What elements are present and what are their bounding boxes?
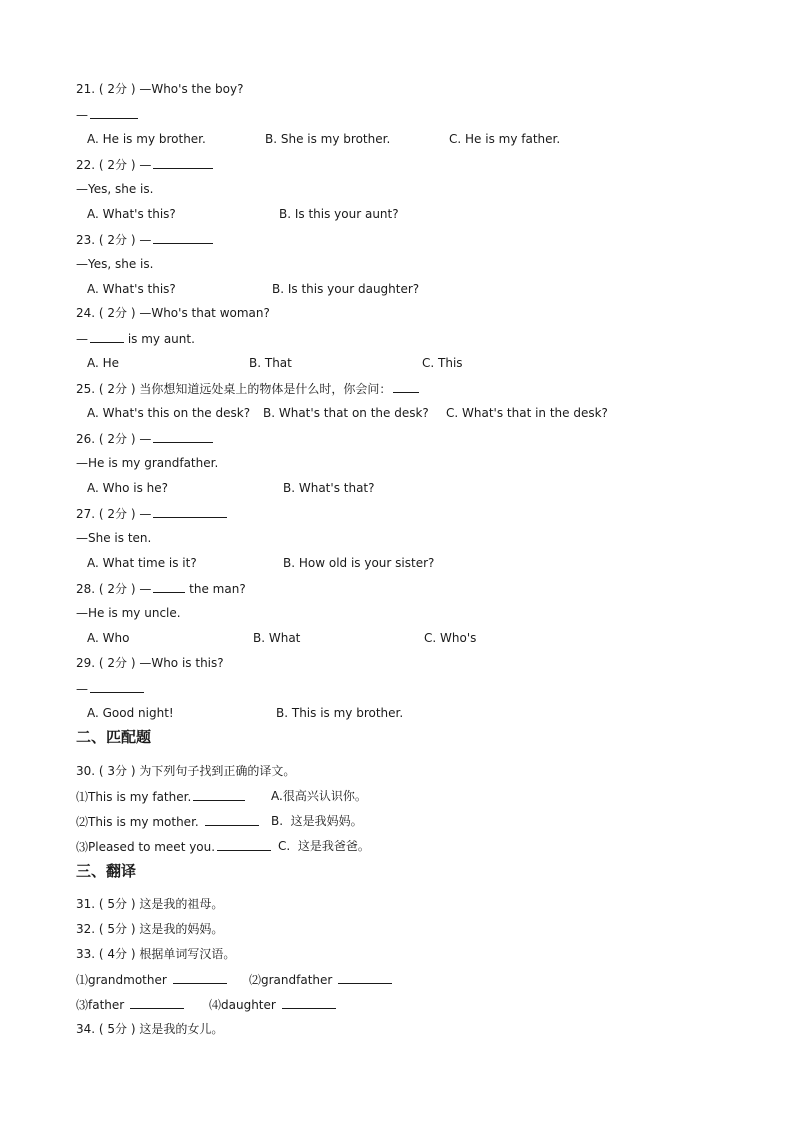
q30-row-2-blank[interactable] — [205, 813, 259, 826]
q28-answer-blank[interactable] — [153, 580, 185, 593]
q33-word-3-text: ⑶father — [76, 998, 129, 1012]
q30-stem: 30. ( 3分 ) 为下列句子找到正确的译文。 — [76, 764, 296, 778]
q30-row-3-english: ⑶Pleased to meet you. — [76, 840, 216, 854]
q23-option-b[interactable]: B. Is this your daughter? — [272, 282, 420, 296]
q22-reply: —Yes, she is. — [76, 182, 154, 196]
q26-answer-blank[interactable] — [153, 430, 213, 443]
q30-row-1 — [76, 788, 245, 805]
q33-word-4-text: ⑷daughter — [209, 998, 280, 1012]
q26-reply: —He is my grandfather. — [76, 456, 219, 470]
q25-answer-blank[interactable] — [393, 380, 419, 393]
q21-reply — [76, 106, 138, 123]
q34-stem: 34. ( 5分 ) 这是我的女儿。 — [76, 1022, 224, 1036]
q24-reply-dash: — — [76, 332, 88, 346]
q22-stem-text: 22. ( 2分 ) — — [76, 158, 152, 172]
q23-reply: —Yes, she is. — [76, 257, 154, 271]
q25-stem — [76, 380, 419, 397]
q28-option-b[interactable]: B. What — [253, 631, 301, 645]
q24-reply-suffix: is my aunt. — [124, 332, 195, 346]
q22-option-a[interactable]: A. What's this? — [87, 207, 176, 221]
q22-stem — [76, 156, 213, 173]
q21-answer-blank[interactable] — [90, 106, 138, 119]
q28-stem-suffix: the man? — [185, 582, 246, 596]
q29-reply — [76, 680, 144, 697]
q33-word-3 — [76, 996, 184, 1013]
q30-row-1-blank[interactable] — [193, 788, 245, 801]
q30-row-3-blank[interactable] — [217, 838, 271, 851]
q33-word-2 — [249, 971, 392, 988]
q23-answer-blank[interactable] — [153, 231, 213, 244]
q23-stem — [76, 231, 213, 248]
q27-stem-text: 27. ( 2分 ) — — [76, 507, 152, 521]
q33-word-1 — [76, 971, 227, 988]
q30-row-2-english: ⑵This is my mother. — [76, 815, 203, 829]
q29-stem: 29. ( 2分 ) —Who is this? — [76, 656, 224, 670]
q28-option-c[interactable]: C. Who's — [424, 631, 477, 645]
q26-stem-text: 26. ( 2分 ) — — [76, 432, 152, 446]
q32-stem: 32. ( 5分 ) 这是我的妈妈。 — [76, 922, 224, 936]
q29-option-b[interactable]: B. This is my brother. — [276, 706, 404, 720]
q24-option-c[interactable]: C. This — [422, 356, 463, 370]
q26-option-a[interactable]: A. Who is he? — [87, 481, 169, 495]
q27-option-a[interactable]: A. What time is it? — [87, 556, 197, 570]
q30-row-3-translation: C. 这是我爸爸。 — [278, 839, 370, 853]
section2-heading: 二、匹配题 — [76, 728, 152, 746]
q30-row-1-translation: A.很高兴认识你。 — [271, 789, 367, 803]
q27-stem — [76, 505, 227, 522]
q23-stem-text: 23. ( 2分 ) — — [76, 233, 152, 247]
q27-answer-blank[interactable] — [153, 505, 227, 518]
q33-word-1-text: ⑴grandmother — [76, 973, 171, 987]
q28-option-a[interactable]: A. Who — [87, 631, 130, 645]
q25-option-c[interactable]: C. What's that in the desk? — [446, 406, 608, 420]
q29-answer-blank[interactable] — [90, 680, 144, 693]
q33-word-2-text: ⑵grandfather — [249, 973, 337, 987]
q30-row-3 — [76, 838, 271, 855]
q33-word-4 — [209, 996, 336, 1013]
q30-row-1-english: ⑴This is my father. — [76, 790, 192, 804]
q33-word-2-blank[interactable] — [338, 971, 392, 984]
q31-stem: 31. ( 5分 ) 这是我的祖母。 — [76, 897, 224, 911]
q25-stem-text: 25. ( 2分 ) 当你想知道远处桌上的物体是什么时，你会问： — [76, 382, 392, 396]
q28-stem-text: 28. ( 2分 ) — — [76, 582, 152, 596]
q33-word-1-blank[interactable] — [173, 971, 227, 984]
q25-option-a[interactable]: A. What's this on the desk? — [87, 406, 251, 420]
q24-stem: 24. ( 2分 ) —Who's that woman? — [76, 306, 270, 320]
q21-option-b[interactable]: B. She is my brother. — [265, 132, 391, 146]
q27-reply: —She is ten. — [76, 531, 152, 545]
q29-reply-dash: — — [76, 682, 88, 696]
q22-answer-blank[interactable] — [153, 156, 213, 169]
q21-reply-dash: — — [76, 108, 88, 122]
q21-option-c[interactable]: C. He is my father. — [449, 132, 561, 146]
q22-option-b[interactable]: B. Is this your aunt? — [279, 207, 399, 221]
section3-heading: 三、翻译 — [76, 862, 137, 880]
q23-option-a[interactable]: A. What's this? — [87, 282, 176, 296]
q26-stem — [76, 430, 213, 447]
q26-option-b[interactable]: B. What's that? — [283, 481, 375, 495]
q30-row-2-translation: B. 这是我妈妈。 — [271, 814, 363, 828]
q33-stem: 33. ( 4分 ) 根据单词写汉语。 — [76, 947, 236, 961]
q28-reply: —He is my uncle. — [76, 606, 181, 620]
q30-row-2 — [76, 813, 259, 830]
q28-stem — [76, 580, 246, 597]
q25-option-b[interactable]: B. What's that on the desk? — [263, 406, 429, 420]
q33-word-3-blank[interactable] — [130, 996, 184, 1009]
q24-reply — [76, 330, 195, 347]
q21-stem: 21. ( 2分 ) —Who's the boy? — [76, 82, 244, 96]
q24-answer-blank[interactable] — [90, 330, 124, 343]
q29-option-a[interactable]: A. Good night! — [87, 706, 174, 720]
q21-option-a[interactable]: A. He is my brother. — [87, 132, 206, 146]
q27-option-b[interactable]: B. How old is your sister? — [283, 556, 435, 570]
q24-option-b[interactable]: B. That — [249, 356, 292, 370]
q24-option-a[interactable]: A. He — [87, 356, 120, 370]
q33-word-4-blank[interactable] — [282, 996, 336, 1009]
